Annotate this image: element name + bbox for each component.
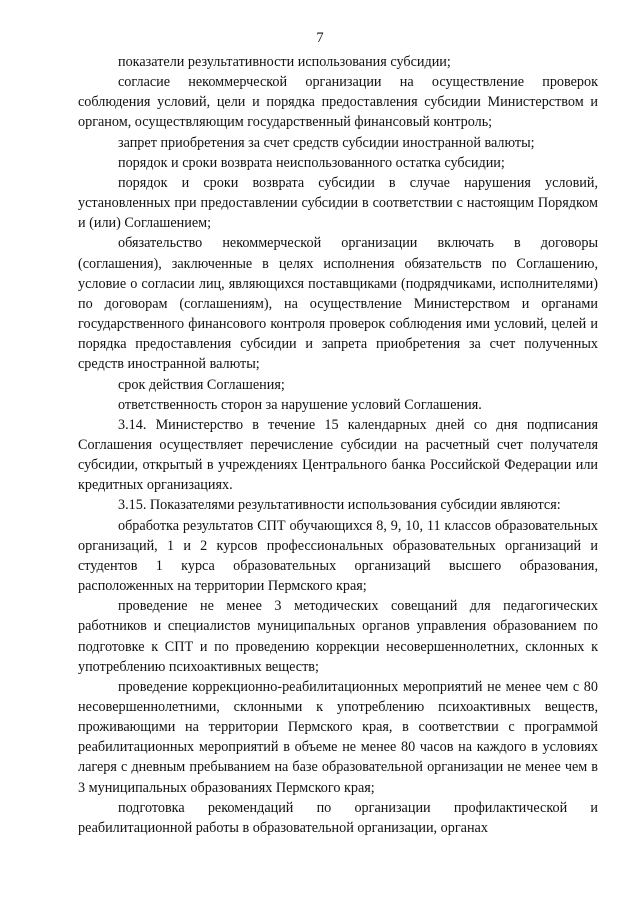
paragraph-6: обязательство некоммерческой организации включать в договоры (соглашения), заключенные в целях исполнения обязательств по Соглашению, условие о согласии лиц, являющихся поставщиками (подрядчиками, исполнителями) по договорам (соглашениям), на осуществление Министерством и органами государственного финансового контроля проверок соблюдения ими условий, целей и порядка предоставления субсидии и запрета приобретения за счет полученных средств иностранной валюты; [78, 235, 598, 373]
paragraph-12: проведение не менее 3 методических совещаний для педагогических работников и специалистов муниципальных органов управления образованием по подготовке к СПТ и по проведению коррекции несовершеннолетних, склонных к употреблению психоактивных веществ; [78, 598, 598, 675]
paragraph-7: срок действия Соглашения; [118, 376, 285, 393]
paragraph-13: проведение коррекционно-реабилитационных мероприятий не менее чем с 80 несовершеннолетними, склонными к употреблению психоактивных веществ, проживающими на территории Пермского края, в соответствии с программой реабилитационных мероприятий в объеме не менее 80 часов на каждого в условиях лагеря с дневным пребыванием на базе образовательной организации не менее чем в 3 муниципальных образованиях Пермского края; [78, 678, 598, 796]
paragraph-8: ответственность сторон за нарушение условий Соглашения. [118, 396, 482, 413]
paragraph-1: показатели результативности использования субсидии; [118, 54, 451, 70]
paragraph-2: согласие некоммерческой организации на осуществление проверок соблюдения условий, цели и порядка предоставления субсидии Министерством и органом, осуществляющим государственный финансовый контроль; [78, 74, 598, 131]
document-body [78, 52, 598, 838]
paragraph-3: запрет приобретения за счет средств субсидии иностранной валюты; [118, 134, 535, 151]
paragraph-5: порядок и сроки возврата субсидии в случае нарушения условий, установленных при предоставлении субсидии в соответствии с настоящим Порядком и (или) Соглашением; [78, 174, 598, 232]
paragraph-4: порядок и сроки возврата неиспользованного остатка субсидии; [118, 154, 505, 171]
paragraph-10: 3.15. Показателями результативности использования субсидии являются: [118, 497, 561, 514]
paragraph-9: 3.14. Министерство в течение 15 календарных дней со дня подписания Соглашения осуществляет перечисление субсидии на расчетный счет получателя субсидии, открытый в учреждениях Центрального банка Российской Федерации или кредитных организациях. [78, 416, 598, 494]
page-number: 7 [316, 30, 324, 46]
paragraph-11: обработка результатов СПТ обучающихся 8, 9, 10, 11 классов образовательных организаций, 1 и 2 курсов профессиональных образовательных организаций и студентов 1 курса образовательных организаций высшего образования, расположенных на территории Пермского края; [78, 517, 598, 595]
paragraph-14: подготовка рекомендаций по организации профилактической и реабилитационной работы в образовательной организации, органах [78, 799, 598, 836]
